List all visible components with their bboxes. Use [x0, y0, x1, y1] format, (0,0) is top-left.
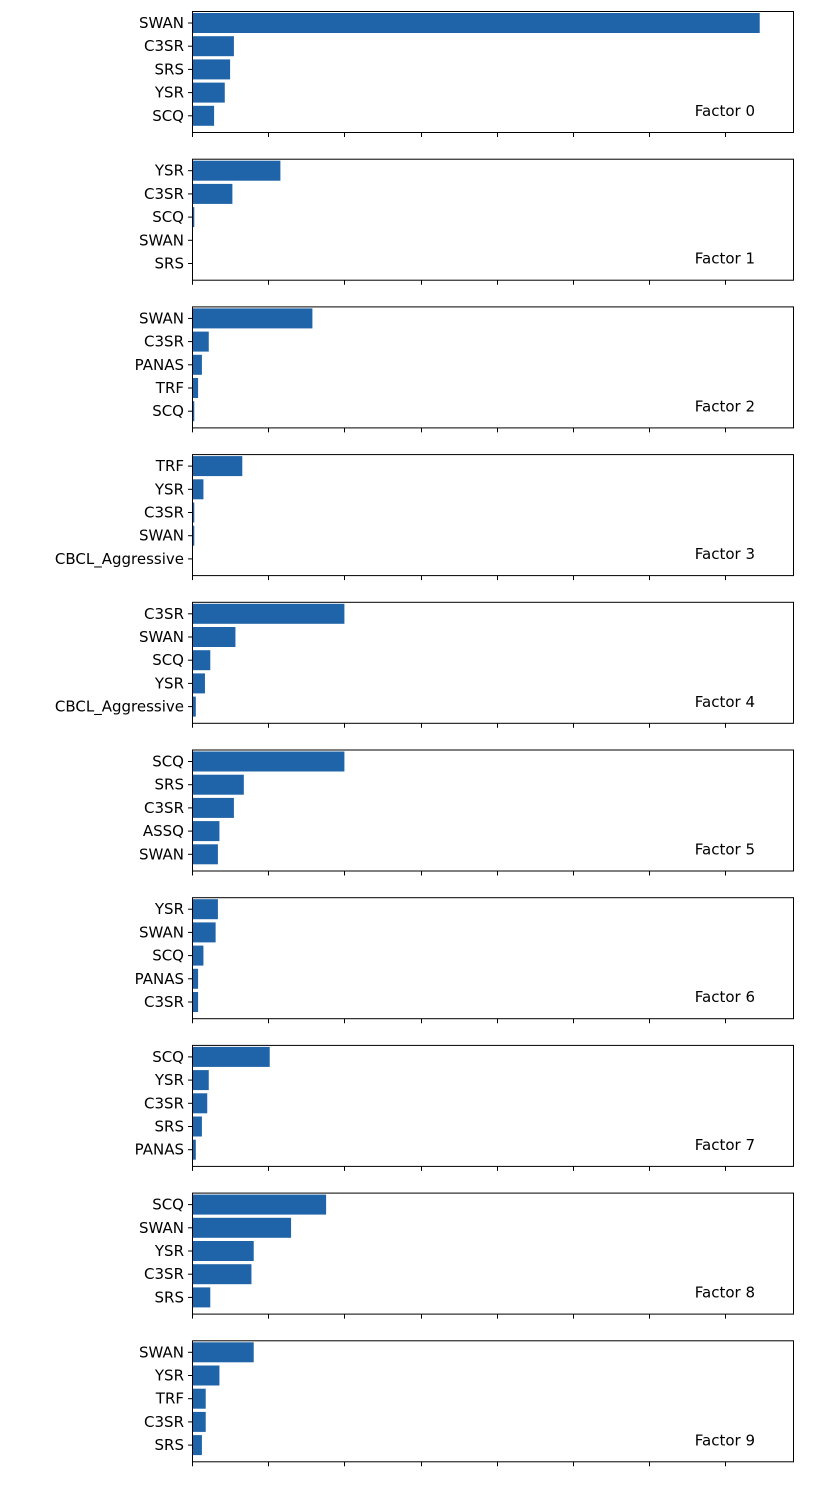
bar: [192, 673, 205, 693]
y-tick-label: SRS: [154, 775, 184, 794]
y-tick-label: SRS: [154, 1436, 184, 1455]
subplot-factor-0: [139, 12, 794, 138]
bar: [192, 1435, 202, 1455]
y-tick-label: SCQ: [152, 651, 184, 670]
subplot-factor-8: [139, 1193, 794, 1319]
y-tick-label: YSR: [154, 161, 184, 180]
y-tick-label: SWAN: [138, 1343, 184, 1362]
y-tick-label: YSR: [154, 1366, 184, 1385]
bar: [192, 821, 219, 841]
y-tick-label: YSR: [154, 674, 184, 693]
bar: [192, 1070, 209, 1090]
y-tick-label: SWAN: [138, 231, 184, 250]
bar: [192, 1047, 270, 1067]
subplot-factor-2: [135, 307, 794, 433]
bar: [192, 13, 760, 33]
bar: [192, 1195, 326, 1215]
factor-label: Factor 3: [694, 545, 755, 564]
y-tick-label: YSR: [154, 1242, 184, 1260]
y-tick-label: C3SR: [144, 1412, 184, 1431]
factor-label: Factor 8: [694, 1283, 755, 1302]
subplot-factor-9: [139, 1341, 794, 1467]
y-tick-label: SCQ: [152, 1047, 184, 1066]
y-tick-label: SWAN: [138, 14, 184, 32]
bar: [192, 946, 203, 966]
y-tick-label: SCQ: [152, 752, 184, 771]
y-tick-label: C3SR: [144, 37, 184, 56]
y-tick-label: YSR: [154, 900, 184, 919]
factor-label: Factor 6: [694, 988, 755, 1007]
bar: [192, 106, 214, 126]
subplot-factor-4: [55, 602, 794, 728]
y-tick-label: SRS: [154, 1288, 184, 1307]
y-tick-label: CBCL_Aggressive: [54, 697, 184, 716]
y-tick-label: ASSQ: [142, 822, 184, 841]
y-tick-label: PANAS: [134, 355, 184, 374]
y-tick-label: C3SR: [144, 798, 184, 817]
bar: [192, 479, 203, 499]
bar: [192, 1366, 219, 1386]
y-tick-label: C3SR: [144, 1094, 184, 1113]
bar: [192, 798, 234, 818]
subplot-factor-5: [139, 750, 794, 876]
y-tick-label: YSR: [154, 83, 184, 102]
factor-label: Factor 7: [694, 1135, 755, 1154]
bar: [192, 161, 280, 181]
y-tick-label: YSR: [154, 480, 184, 499]
y-tick-label: TRF: [155, 1389, 184, 1408]
y-tick-label: SCQ: [152, 208, 184, 227]
y-tick-label: SWAN: [138, 628, 184, 646]
bar: [192, 1287, 210, 1307]
bar: [192, 1117, 202, 1137]
y-tick-label: SRS: [154, 1117, 184, 1136]
bar: [192, 844, 218, 864]
bar: [192, 59, 230, 79]
subplot-factor-6: [135, 898, 794, 1024]
bar: [192, 456, 242, 476]
bar: [192, 922, 216, 942]
subplot-factor-1: [139, 159, 794, 285]
y-tick-label: SWAN: [138, 309, 184, 328]
bar: [192, 83, 225, 103]
factor-label: Factor 9: [694, 1431, 755, 1450]
bar: [192, 1218, 291, 1238]
y-tick-label: SCQ: [152, 1195, 184, 1214]
y-tick-label: SRS: [154, 60, 184, 79]
y-tick-label: PANAS: [134, 969, 184, 988]
bar: [192, 899, 218, 919]
y-tick-label: YSR: [154, 1071, 184, 1090]
y-tick-label: SCQ: [152, 106, 184, 125]
bar: [192, 1342, 254, 1362]
bar: [192, 775, 244, 795]
subplot-factor-7: [135, 1045, 794, 1171]
y-tick-label: SCQ: [152, 946, 184, 965]
y-tick-label: C3SR: [144, 993, 184, 1011]
bar: [192, 650, 210, 670]
y-tick-label: PANAS: [134, 1140, 184, 1159]
y-tick-label: SWAN: [138, 923, 184, 942]
y-tick-label: TRF: [155, 457, 184, 476]
bar: [192, 1264, 251, 1284]
y-tick-label: SWAN: [138, 1218, 184, 1237]
bar: [192, 36, 234, 56]
y-tick-label: SWAN: [138, 526, 184, 545]
factor-label: Factor 1: [694, 249, 755, 268]
bar: [192, 332, 209, 352]
factor-label: Factor 4: [694, 692, 755, 711]
factor-label: Factor 0: [694, 102, 755, 120]
y-tick-label: SRS: [154, 254, 184, 273]
y-tick-label: SCQ: [152, 402, 184, 421]
y-tick-label: SWAN: [138, 845, 184, 864]
factor-label: Factor 2: [694, 397, 755, 416]
bar: [192, 1389, 206, 1409]
factor-label: Factor 5: [694, 840, 755, 859]
bar: [192, 308, 312, 328]
bar: [192, 604, 344, 624]
bar: [192, 1241, 254, 1261]
bar: [192, 355, 202, 375]
y-tick-label: C3SR: [144, 1265, 184, 1284]
y-tick-label: C3SR: [144, 332, 184, 351]
subplot-factor-3: [55, 455, 794, 580]
y-tick-label: C3SR: [144, 604, 184, 623]
bar: [192, 627, 235, 647]
y-tick-label: C3SR: [144, 184, 184, 203]
bar: [192, 1093, 207, 1113]
bar: [192, 752, 344, 772]
y-tick-label: CBCL_Aggressive: [54, 549, 184, 568]
bar: [192, 184, 232, 204]
y-tick-label: TRF: [155, 379, 184, 397]
bar: [192, 1412, 206, 1432]
y-tick-label: C3SR: [144, 503, 184, 522]
